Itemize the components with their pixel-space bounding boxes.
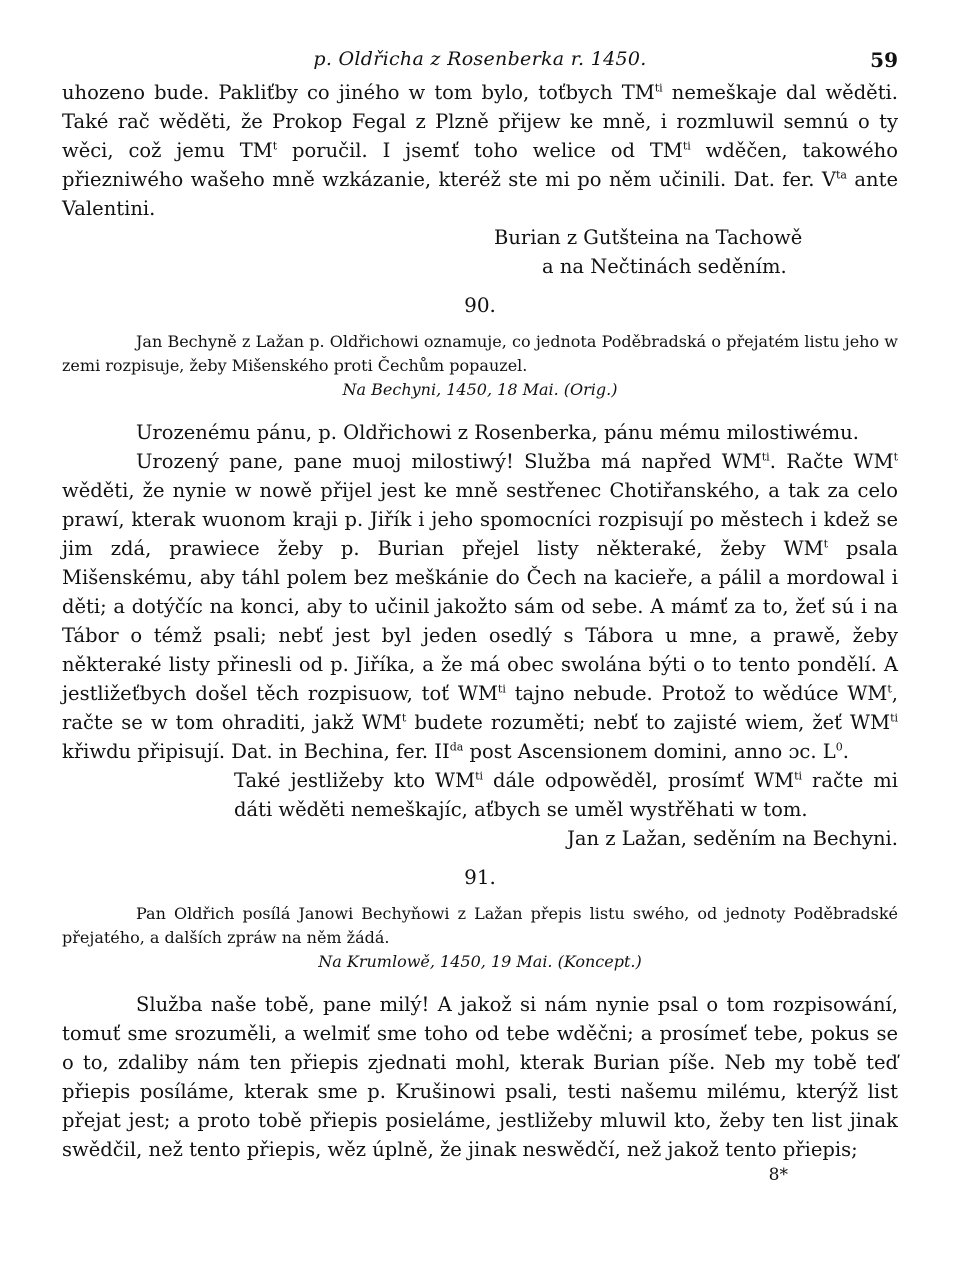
previous-letter-signature-line-1: Burian z Gutšteina na Tachowě	[494, 226, 803, 249]
letter-number-90: 90.	[464, 293, 496, 317]
letter-90-address: Urozenému pánu, p. Oldřichowi z Rosenberka, pánu mému milostiwému.	[136, 421, 859, 444]
letter-91-body: Služba naše tobě, pane milý! A jakož si nám nynie psal o tom rozpisowání, tomuť sme srozuměli, a welmiť sme toho od tebe wděčni; a prosímeť tebe, pokus se o to, zdaliby nám ten přiepis zjednati mohl, kterak Burian píše. Neb my tobě teď přiepis posíláme, kterak sme p. Krušinowi psali, testi našemu milému, kterýž list přejat jest; a proto tobě přiepis posieláme, jestližeby mluwil kto, žeby ten list jinak swědčil, než tento přiepis, wěz úplně, že jinak neswědčí, než jakož tento přiepis;	[62, 993, 898, 1161]
page-number: 59	[870, 48, 898, 72]
running-head	[62, 44, 898, 78]
letter-90-body: Urozený pane, pane muoj milostiwý! Služba má napřed $WM^{ti}$. Račte $WM^t$ wěděti, že nynie w nowě přijel jest ke mně sestřenec Chotiřanského, a tak za celo prawí, kterak wuonom kraji p. Jiřík i jeho spomocníci rozpisují po městech i kdež se jim zdá, prawiece žeby p. Burian přejel listy některaké, žeby $WM^t$ psala Mišenskému, aby táhl polem bez meškánie do Čech na kacieře, a pálil a mordowal i děti; a dotýčíc na konci, aby to učinil jakožto sám od sebe. A mámť za to, žeť sú i na Tábor o témž psali; nebť jest byl jeden osedlý s Tábora u mne, a prawě, žeby některaké listy přinesli od p. Jiříka, a že má obec swolána býti o to tento pondělí. A jestližeťbych došel těch rozpisuow, toť $WM^{ti}$ tajno nebude. Protož to wědúce $WM^t$, račte se w tom ohraditi, jakž $WM^t$ budete rozuměti; nebť to zajisté wiem, žeť $WM^{ti}$ křiwdu připisují. Dat. in Bechina, fer. $II^{da}$ post Ascensionem domini, anno ɔc. $L^0$.	[62, 450, 899, 763]
running-head-title: p. Oldřicha z Rosenberka r. 1450.	[313, 48, 647, 70]
letter-91-place-date: Na Krumlowě, 1450, 19 Mai. (Koncept.)	[318, 952, 642, 971]
book-page	[62, 44, 898, 1186]
letter-90-summary: Jan Bechyně z Lažan p. Oldřichowi oznamuje, co jednota Poděbradská o přejatém listu jeho w zemi rozpisuje, žeby Mišenského proti Čechům popauzel.	[62, 332, 898, 375]
previous-letter-signature-line-2: a na Nečtinách seděním.	[542, 255, 787, 278]
previous-letter-ending: uhozeno bude. Pakliťby co jiného w tom bylo, toťbych $TM^{ti}$ nemeškaje dal wěděti. Také rač wěděti, že Prokop Fegal z Plzně přijew ke mně, i rozmluwil semnú o ty wěci, což jemu $TM^t$ poručil. I jsemť toho welice od $TM^{ti}$ wděčen, takowého přiezniwého wašeho mně wzkázanie, kteréž ste mi po něm učinili. Dat. fer. $V^{ta}$ ante Valentini.	[62, 81, 898, 220]
letter-90-signature: Jan z Lažan, seděním na Bechyni.	[567, 827, 898, 850]
letter-number-91: 91.	[464, 865, 496, 889]
letter-90-place-date: Na Bechyni, 1450, 18 Mai. (Orig.)	[342, 380, 618, 399]
letter-91-summary: Pan Oldřich posílá Janowi Bechyňowi z Lažan přepis listu swého, od jednoty Poděbradské přejatého, a dalších zpráw na něm žádá.	[62, 904, 898, 947]
signature-mark: 8*	[768, 1165, 788, 1185]
letter-90-postscript: Také jestližeby kto $WM^{ti}$ dále odpowěděl, prosímť $WM^{ti}$ račte mi dáti wěděti nemeškajíc, aťbych se uměl wystřěhati w tom.	[234, 769, 899, 821]
